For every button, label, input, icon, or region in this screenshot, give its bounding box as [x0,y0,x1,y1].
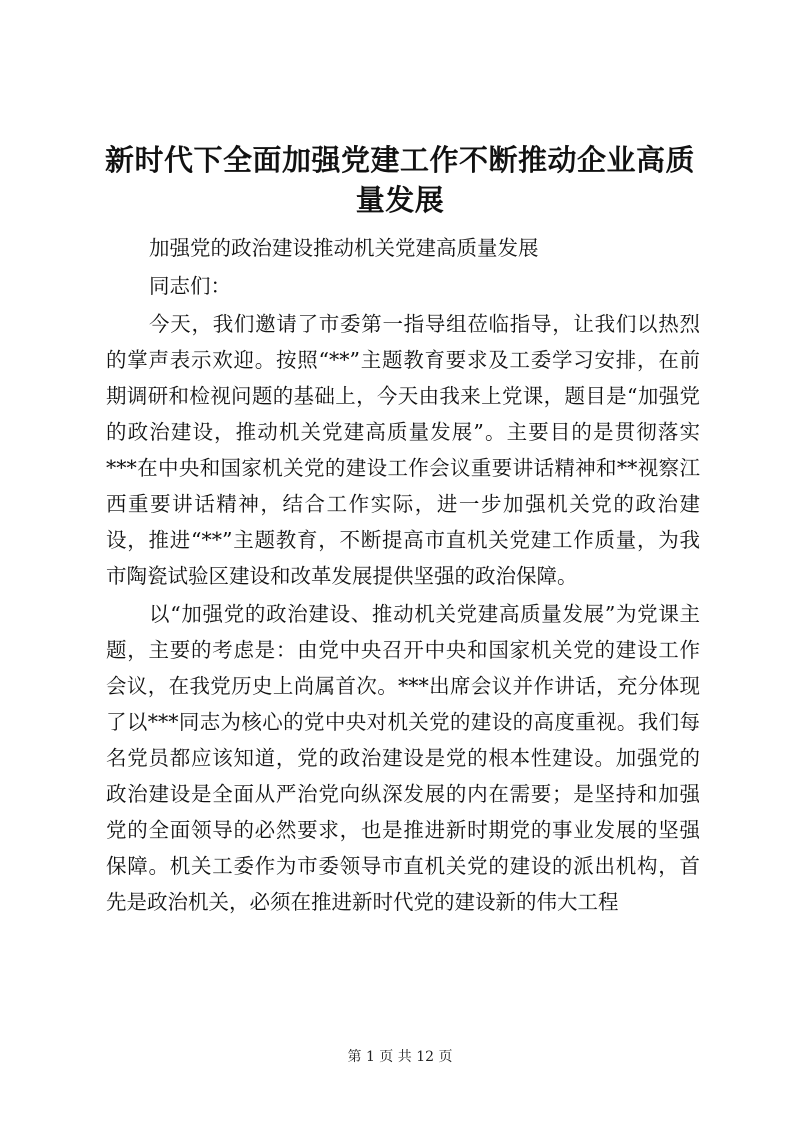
subtitle-paragraph: 加强党的政治建设推动机关党建高质量发展 [149,236,539,260]
body-paragraph: 今天，我们邀请了市委第一指导组莅临指导，让我们以热烈的掌声表示欢迎。按照“**”主题教育要求及工委学习安排，在前期调研和检视问题的基础上，今天由我来上党课，题目是“加强党的政治建设，推动机关党建高质量发展”。主要目的是贯彻落实***在中央和国家机关党的建设工作会议重要讲话精神和**视察江西重要讲话精神，结合工作实际，进一步加强机关党的政治建设，推进“**”主题教育，不断提高市直机关党建工作质量，为我市陶瓷试验区建设和改革发展提供坚强的政治保障。 [106,312,700,588]
body-paragraph: 以“加强党的政治建设、推动机关党建高质量发展”为党课主题，主要的考虑是：由党中央召开中央和国家机关党的建设工作会议，在我党历史上尚属首次。***出席会议并作讲话，充分体现了以***同志为核心的党中央对机关党的建设的高度重视。我们每名党员都应该知道，党的政治建设是党的根本性建设。加强党的政治建设是全面从严治党向纵深发展的内在需要；是坚持和加强党的全面领导的必然要求，也是推进新时期党的事业发展的坚强保障。机关工委作为市委领导市直机关党的建设的派出机构，首先是政治机关，必须在推进新时代党的建设新的伟大工程 [106,602,700,914]
salutation-paragraph: 同志们： [149,274,232,298]
document-title: 新时代下全面加强党建工作不断推动企业高质量发展 [104,143,695,217]
page-number-footer: 第 1 页 共 12 页 [347,1049,453,1065]
document-body [106,230,700,920]
